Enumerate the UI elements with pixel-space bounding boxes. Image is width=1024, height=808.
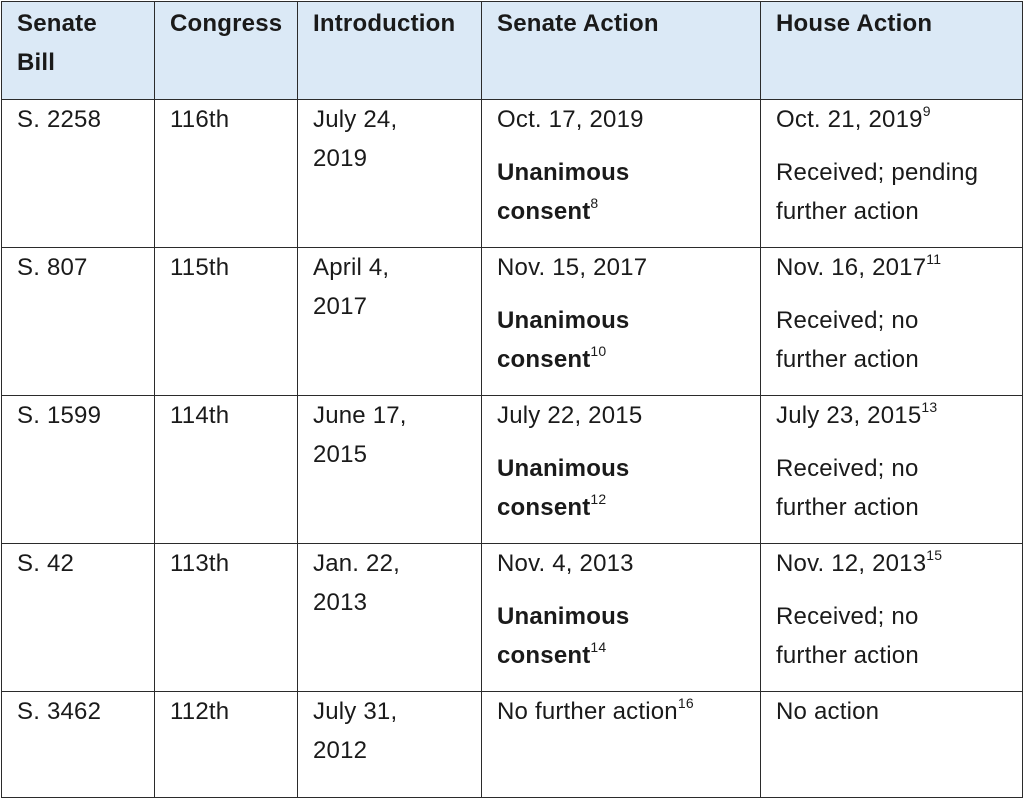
table-row	[2, 248, 1023, 396]
senate-date: Nov. 15, 2017	[497, 254, 648, 281]
cell-introduction	[298, 248, 482, 396]
footnote-ref[interactable]: 11	[926, 251, 942, 267]
cell-congress: 112th	[155, 692, 298, 798]
header-introduction: Introduction	[298, 2, 482, 100]
senate-note-line1: Unanimous	[497, 159, 630, 186]
cell-house-action	[761, 396, 1023, 544]
senate-note-line2	[497, 488, 750, 527]
senate-note-text: consent	[497, 642, 591, 669]
senate-action-text: No further action	[497, 698, 678, 725]
senate-date: Oct. 17, 2019	[497, 106, 644, 133]
cell-introduction	[298, 100, 482, 248]
house-note-line2: further action	[776, 346, 919, 373]
senate-note-line2	[497, 636, 750, 675]
header-senate-action: Senate Action	[482, 2, 761, 100]
footnote-ref[interactable]: 16	[677, 695, 694, 711]
house-note-line1: Received; pending	[776, 159, 979, 186]
senate-date: Nov. 4, 2013	[497, 550, 634, 577]
house-note-line1: Received; no	[776, 603, 919, 630]
cell-bill: S. 807	[2, 248, 155, 396]
header-house-action: House Action	[761, 2, 1023, 100]
footnote-ref[interactable]: 10	[590, 343, 607, 359]
intro-line2: 2015	[313, 441, 368, 468]
intro-line1: Jan. 22,	[313, 550, 400, 577]
house-date: Nov. 12, 2013	[776, 550, 927, 577]
footnote-ref[interactable]: 13	[921, 399, 938, 415]
cell-introduction	[298, 692, 482, 798]
cell-bill: S. 3462	[2, 692, 155, 798]
header-senate-bill	[2, 2, 155, 100]
cell-house-action	[761, 544, 1023, 692]
footnote-ref[interactable]: 8	[590, 195, 599, 211]
house-date-line	[776, 544, 1012, 583]
table-row	[2, 692, 1023, 798]
house-note-line2: further action	[776, 198, 919, 225]
cell-congress: 115th	[155, 248, 298, 396]
cell-bill: S. 2258	[2, 100, 155, 248]
cell-senate-action	[482, 396, 761, 544]
cell-congress: 114th	[155, 396, 298, 544]
cell-senate-action	[482, 248, 761, 396]
senate-note-line2	[497, 340, 750, 379]
senate-note-line1: Unanimous	[497, 603, 630, 630]
table-row	[2, 396, 1023, 544]
senate-date: July 22, 2015	[497, 402, 643, 429]
cell-bill: S. 42	[2, 544, 155, 692]
intro-line1: April 4,	[313, 254, 390, 281]
senate-note-text: consent	[497, 198, 591, 225]
intro-line2: 2012	[313, 737, 368, 764]
cell-house-action	[761, 100, 1023, 248]
house-date-line	[776, 100, 1012, 139]
senate-note-line1: Unanimous	[497, 455, 630, 482]
senate-note-text: consent	[497, 346, 591, 373]
house-date-line	[776, 248, 1012, 287]
house-date: Nov. 16, 2017	[776, 254, 927, 281]
house-note-line1: Received; no	[776, 455, 919, 482]
senate-note-line1: Unanimous	[497, 307, 630, 334]
house-date: July 23, 2015	[776, 402, 922, 429]
cell-senate-action	[482, 544, 761, 692]
table-row	[2, 544, 1023, 692]
cell-congress: 113th	[155, 544, 298, 692]
intro-line1: July 31,	[313, 698, 398, 725]
senate-bills-table	[1, 1, 1023, 798]
cell-senate-action	[482, 692, 761, 798]
intro-line2: 2013	[313, 589, 368, 616]
footnote-ref[interactable]: 12	[590, 491, 607, 507]
footnote-ref[interactable]: 9	[922, 103, 931, 119]
cell-house-action	[761, 692, 1023, 798]
house-note-line1: Received; no	[776, 307, 919, 334]
intro-line2: 2019	[313, 145, 368, 172]
footnote-ref[interactable]: 14	[590, 639, 607, 655]
senate-note-text: consent	[497, 494, 591, 521]
cell-introduction	[298, 396, 482, 544]
table-header-row	[2, 2, 1023, 100]
house-note-line2: further action	[776, 642, 919, 669]
senate-action-line	[497, 692, 750, 731]
cell-introduction	[298, 544, 482, 692]
intro-line1: June 17,	[313, 402, 407, 429]
intro-line2: 2017	[313, 293, 368, 320]
house-date-line	[776, 396, 1012, 435]
intro-line1: July 24,	[313, 106, 398, 133]
header-congress: Congress	[155, 2, 298, 100]
cell-senate-action	[482, 100, 761, 248]
cell-house-action	[761, 248, 1023, 396]
header-senate-bill-line2: Bill	[17, 49, 56, 76]
house-date: Oct. 21, 2019	[776, 106, 923, 133]
table-row	[2, 100, 1023, 248]
cell-bill: S. 1599	[2, 396, 155, 544]
senate-note-line2	[497, 192, 750, 231]
footnote-ref[interactable]: 15	[926, 547, 943, 563]
cell-congress: 116th	[155, 100, 298, 248]
house-note-line2: further action	[776, 494, 919, 521]
header-senate-bill-line1: Senate	[17, 10, 97, 37]
house-action-text: No action	[776, 698, 880, 725]
